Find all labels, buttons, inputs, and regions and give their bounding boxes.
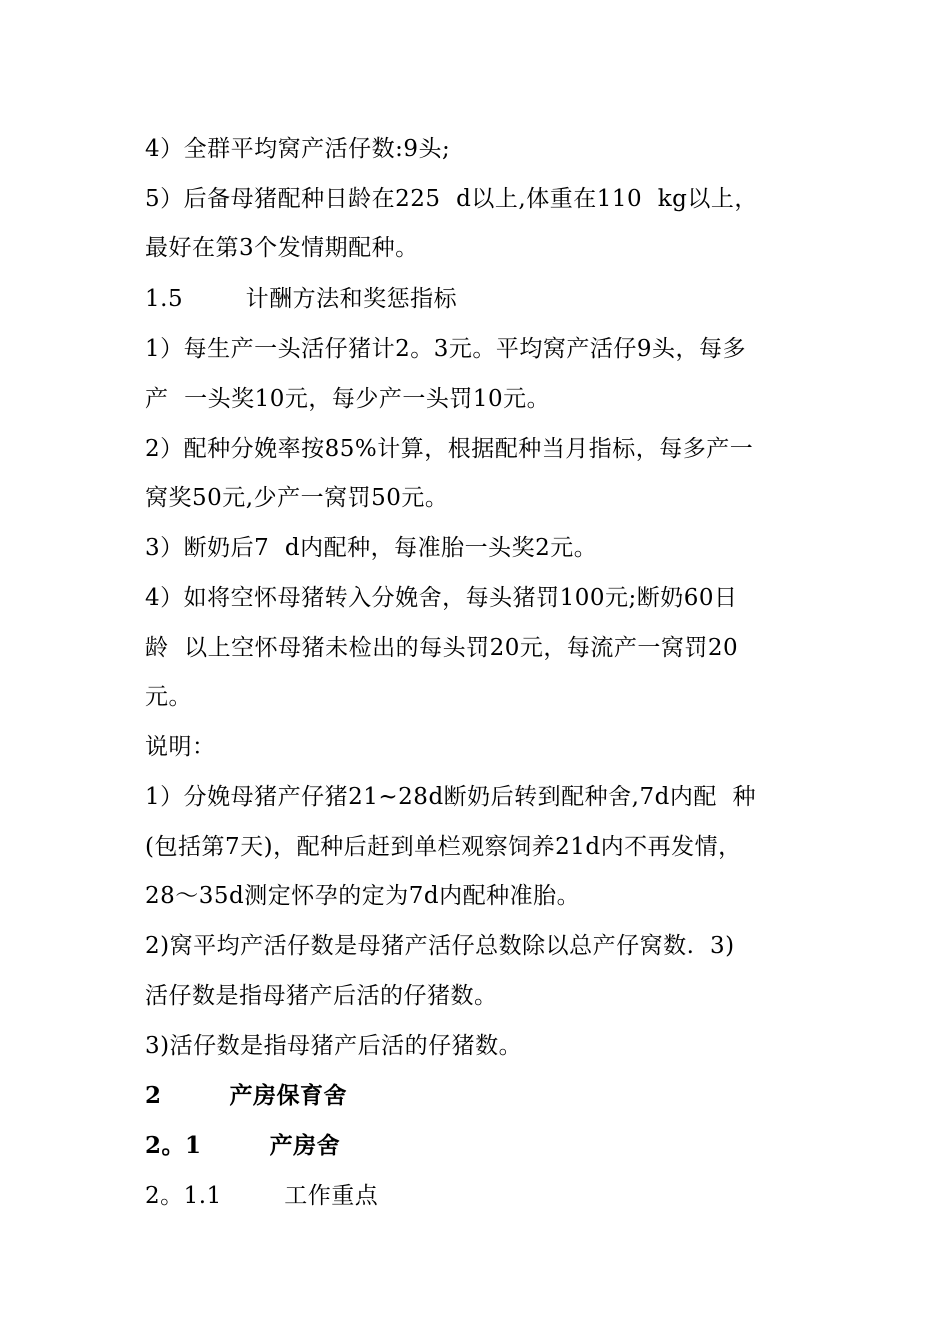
text-line: 2）配种分娩率按85%计算，根据配种当月指标，每多产一	[145, 436, 754, 462]
text-line: 3）断奶后7 d内配种，每准胎一头奖2元。	[145, 535, 598, 561]
text-line: 窝奖50元,少产一窝罚50元。	[145, 485, 449, 511]
text-line: 3)活仔数是指母猪产后活的仔猪数。	[145, 1033, 523, 1059]
text-line: 4）如将空怀母猪转入分娩舍，每头猪罚100元;断奶60日	[145, 585, 738, 611]
text-line: 4）全群平均窝产活仔数:9头;	[145, 136, 451, 162]
text-line: (包括第7天)，配种后赶到单栏观察饲养21d内不再发情，	[145, 834, 742, 860]
heading-level-3: 2。1.1 工作重点	[145, 1183, 379, 1209]
text-line: 1）每生产一头活仔猪计2。3元。平均窝产活仔9头，每多	[145, 336, 747, 362]
text-line: 最好在第3个发情期配种。	[145, 235, 419, 261]
text-line: 产 一头奖10元，每少产一头罚10元。	[145, 386, 551, 412]
note-label: 说明：	[145, 734, 216, 760]
text-line: 活仔数是指母猪产后活的仔猪数。	[145, 983, 498, 1009]
text-line: 元。	[145, 684, 192, 710]
section-title: 1.5 计酬方法和奖惩指标	[145, 286, 458, 312]
text-line: 1）分娩母猪产仔猪21~28d断奶后转到配种舍,7d内配 种	[145, 784, 756, 810]
text-line: 5）后备母猪配种日龄在225 d以上,体重在110 kg以上，	[145, 186, 758, 212]
heading-level-1: 2 产房保育舍	[145, 1082, 348, 1109]
text-line: 2)窝平均产活仔数是母猪产活仔总数除以总产仔窝数. 3)	[145, 933, 735, 959]
text-line: 龄 以上空怀母猪未检出的每头罚20元，每流产一窝罚20	[145, 635, 739, 661]
text-line: 28～35d测定怀孕的定为7d内配种准胎。	[145, 883, 581, 909]
heading-level-2: 2。1 产房舍	[145, 1132, 341, 1159]
